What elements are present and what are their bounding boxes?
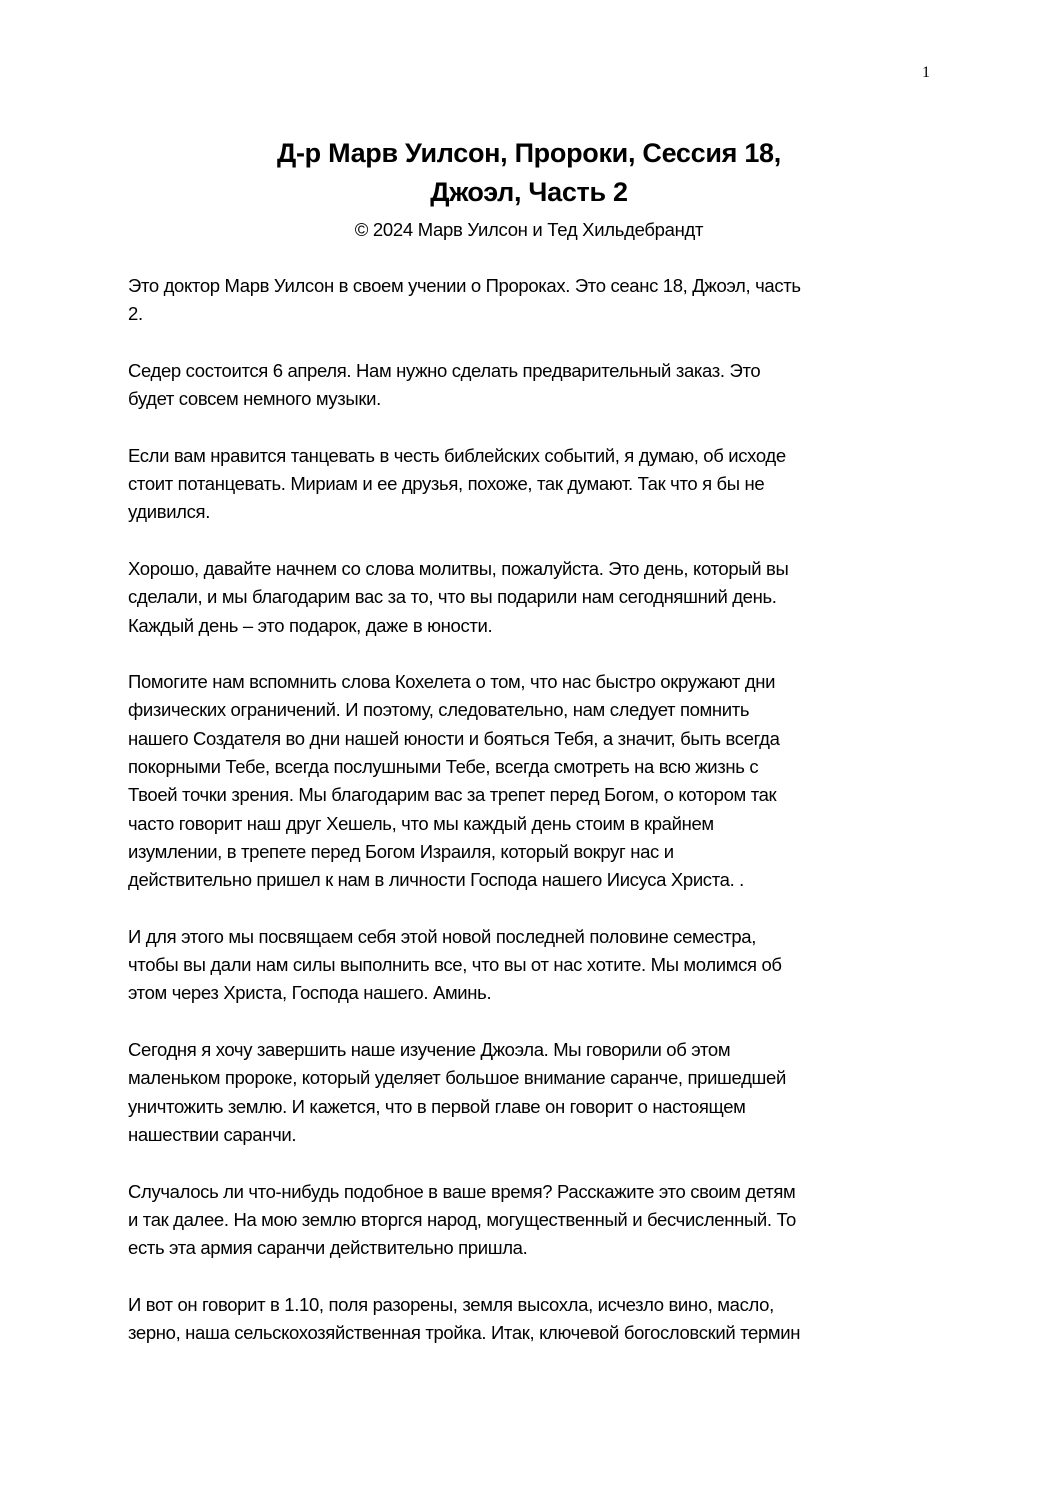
text-line: стоит потанцевать. Мириам и ее друзья, похоже, так думают. Так что я бы не bbox=[128, 473, 765, 495]
text-line: Каждый день – это подарок, даже в юности. bbox=[128, 614, 493, 636]
text-line: Твоей точки зрения. Мы благодарим вас за трепет перед Богом, о котором так bbox=[128, 784, 777, 806]
text-line: Это доктор Марв Уилсон в своем учении о Пророках. Это сеанс 18, Джоэл, часть bbox=[128, 275, 801, 296]
text-line: уничтожить землю. И кажется, что в первой главе он говорит о настоящем bbox=[128, 1095, 746, 1117]
text-line: нашего Создателя во дни нашей юности и бояться Тебя, а значит, быть всегда bbox=[128, 727, 780, 749]
text-line: сделали, и мы благодарим вас за то, что вы подарили нам сегодняшний день. bbox=[128, 586, 777, 608]
paragraph bbox=[128, 668, 938, 894]
text-line: и так далее. На мою землю вторгся народ, могущественный и бесчисленный. То bbox=[128, 1208, 796, 1230]
paragraph bbox=[128, 923, 938, 1008]
paragraph bbox=[128, 357, 938, 414]
title-line: Джоэл, Часть 2 bbox=[430, 177, 628, 207]
page-number: 1 bbox=[922, 64, 930, 81]
text-line: Случалось ли что-нибудь подобное в ваше время? Расскажите это своим детям bbox=[128, 1180, 796, 1202]
paragraph bbox=[128, 1291, 938, 1348]
text-line: этом через Христа, Господа нашего. Аминь. bbox=[128, 982, 492, 1004]
paragraph bbox=[128, 1036, 938, 1149]
text-line: покорными Тебе, всегда послушными Тебе, всегда смотреть на всю жизнь с bbox=[128, 756, 759, 778]
text-line: изумлении, в трепете перед Богом Израиля, который вокруг нас и bbox=[128, 840, 674, 862]
text-line: Сегодня я хочу завершить наше изучение Джоэла. Мы говорили об этом bbox=[128, 1039, 731, 1061]
paragraph bbox=[128, 555, 938, 640]
text-line: маленьком пророке, который уделяет большое внимание саранче, пришедшей bbox=[128, 1067, 786, 1089]
text-line: действительно пришел к нам в личности Господа нашего Иисуса Христа. . bbox=[128, 869, 744, 891]
text-line: нашествии саранчи. bbox=[128, 1123, 297, 1145]
text-line: удивился. bbox=[128, 501, 210, 523]
text-line: 2. bbox=[128, 303, 143, 325]
copyright-notice: © 2024 Марв Уилсон и Тед Хильдебрандт bbox=[354, 219, 704, 240]
paragraph bbox=[128, 442, 938, 527]
text-line: Седер состоится 6 апреля. Нам нужно сделать предварительный заказ. Это bbox=[128, 359, 761, 381]
document-title bbox=[0, 134, 1058, 212]
text-line: часто говорит наш друг Хешель, что мы каждый день стоим в крайнем bbox=[128, 812, 714, 834]
text-line: есть эта армия саранчи действительно пришла. bbox=[128, 1237, 528, 1259]
text-line: зерно, наша сельскохозяйственная тройка. Итак, ключевой богословский термин bbox=[128, 1321, 801, 1343]
text-line: будет совсем немного музыки. bbox=[128, 388, 381, 410]
text-line: И вот он говорит в 1.10, поля разорены, земля высохла, исчезло вино, масло, bbox=[128, 1293, 774, 1315]
text-line: Хорошо, давайте начнем со слова молитвы, пожалуйста. Это день, который вы bbox=[128, 557, 789, 579]
text-line: физических ограничений. И поэтому, следовательно, нам следует помнить bbox=[128, 699, 750, 721]
text-line: Если вам нравится танцевать в честь библейских событий, я думаю, об исходе bbox=[128, 444, 786, 466]
text-line: И для этого мы посвящаем себя этой новой последней половине семестра, bbox=[128, 925, 757, 947]
text-line: Помогите нам вспомнить слова Кохелета о том, что нас быстро окружают дни bbox=[128, 671, 776, 693]
document-body bbox=[128, 272, 938, 1376]
paragraph bbox=[128, 1178, 938, 1263]
text-line: чтобы вы дали нам силы выполнить все, что вы от нас хотите. Мы молимся об bbox=[128, 954, 782, 976]
paragraph bbox=[128, 272, 938, 329]
title-line: Д-р Марв Уилсон, Пророки, Сессия 18, bbox=[277, 138, 781, 168]
